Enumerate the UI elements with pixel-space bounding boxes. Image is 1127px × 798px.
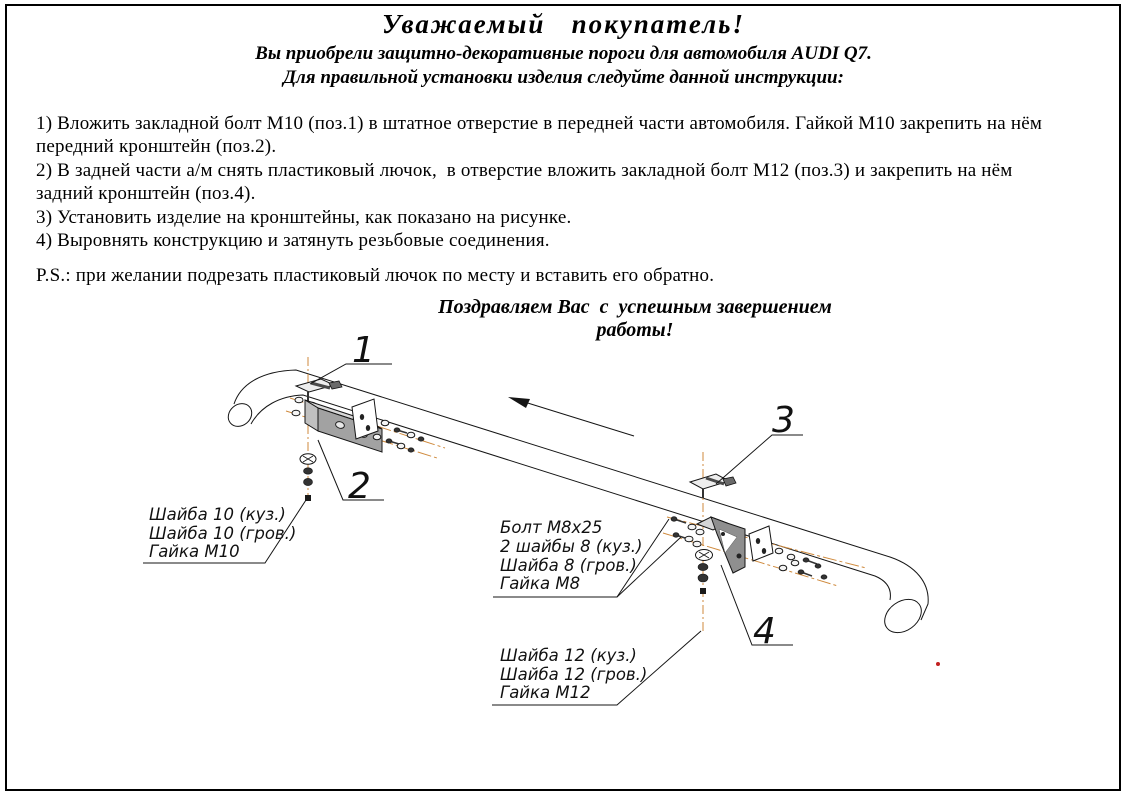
instruction-line: передний кронштейн (поз.2). (36, 136, 277, 158)
tube-left-end-cap (224, 399, 257, 431)
note-line: Гайка М12 (500, 683, 591, 702)
congrats-line1: Поздравляем Вас с успешным завершением (438, 296, 832, 318)
note-line: Шайба 8 (гров.) (500, 556, 637, 575)
instruction-line: 3) Установить изделие на кронштейны, как показано на рисунке. (36, 206, 572, 228)
rear-embedded-bolt (690, 474, 736, 498)
note-line: Болт М8х25 (500, 518, 603, 537)
tube-right-end-cap (878, 593, 927, 640)
callout-4: 4 (753, 611, 776, 652)
rear-bracket-assembly (663, 452, 866, 631)
rear-nut-note (492, 631, 701, 705)
note-line: Шайба 10 (куз.) (149, 505, 286, 524)
note-line: Гайка М8 (500, 574, 581, 593)
page-title: Уважаемый покупатель! (382, 9, 745, 39)
rear-washer-nut-stack (696, 550, 713, 595)
subtitle-product: Вы приобрели защитно-декоративные пороги для автомобиля AUDI Q7. (255, 43, 872, 64)
subtitle-note: Для правильной установки изделия следуйте данной инструкции: (283, 67, 844, 88)
note-line: 2 шайбы 8 (куз.) (500, 537, 643, 556)
instruction-line: 2) В задней части а/м снять пластиковый лючок, в отверстие вложить закладной болт М12 (поз.3) и закрепить на нём (36, 159, 1013, 181)
instruction-line: 1) Вложить закладной болт М10 (поз.1) в штатное отверстие в передней части автомобиля. Гайкой М10 закрепить на нём (36, 113, 1043, 134)
note-line: Шайба 12 (куз.) (500, 646, 637, 665)
instruction-line: 4) Выровнять конструкцию и затянуть резьбовые соединения. (36, 230, 550, 252)
front-embedded-bolt (296, 379, 342, 401)
note-line: Шайба 10 (гров.) (149, 524, 297, 543)
callout-2: 2 (348, 466, 371, 507)
note-line: Гайка М10 (149, 542, 240, 561)
postscript-note: P.S.: при желании подрезать пластиковый лючок по месту и вставить его обратно. (36, 265, 715, 286)
callout-1: 1 (352, 330, 375, 371)
congrats-line2: работы! (596, 319, 674, 341)
direction-arrow-icon (508, 397, 634, 436)
callout-3: 3 (772, 400, 795, 441)
callouts (310, 330, 803, 652)
rear-backing-plate (749, 526, 773, 561)
side-bolt-note (493, 518, 681, 597)
red-dot-mark (936, 662, 940, 666)
front-nut-note (143, 500, 306, 563)
instruction-line: задний кронштейн (поз.4). (36, 183, 256, 205)
note-line: Шайба 12 (гров.) (500, 665, 648, 684)
